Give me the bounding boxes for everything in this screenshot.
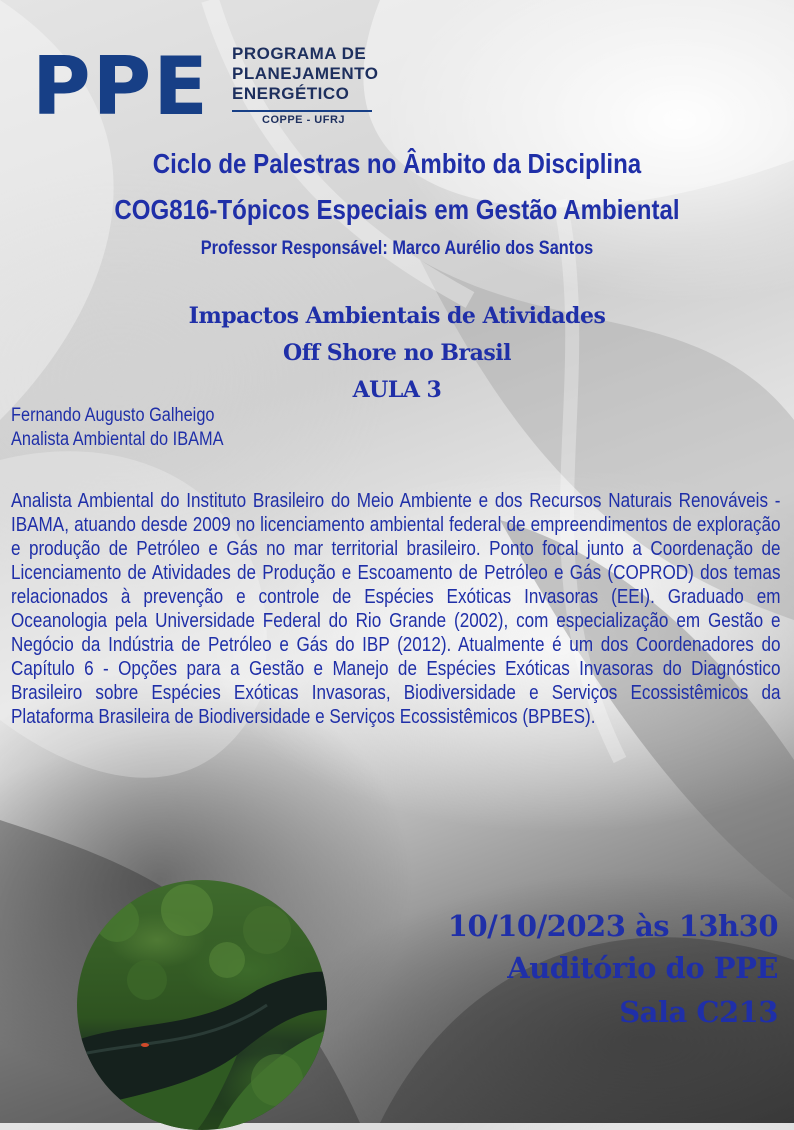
heading-line-1: Ciclo de Palestras no Âmbito da Disciplina xyxy=(152,148,642,179)
heading-line-2: COG816-Tópicos Especiais em Gestão Ambiental xyxy=(114,194,680,225)
logo-rule xyxy=(232,110,372,112)
logo-letters: PPE xyxy=(32,40,210,133)
logo-text xyxy=(232,44,378,104)
lecture-title-line-2: Off Shore no Brasil xyxy=(283,340,511,366)
logo-line-3: ENERGÉTICO xyxy=(232,84,350,103)
speaker-name: Fernando Augusto Galheigo xyxy=(11,405,215,426)
lecture-class: AULA 3 xyxy=(352,377,442,403)
speaker-role: Analista Ambiental do IBAMA xyxy=(11,429,224,450)
speaker-bio: Analista Ambiental do Instituto Brasileiro do Meio Ambiente e dos Recursos Naturais Renováveis - IBAMA, atuando desde 2009 no licenciamento ambiental federal de empreendimentos de exploração e produção de Petróleo e Gás no mar territorial brasileiro. Ponto focal junto a Coordenação de Licenciamento de Atividades de Produção e Escoamento de Petróleo e Gás (COPROD) dos temas relacionados à prevenção e controle de Espécies Exóticas Invasoras (EEI). Graduado em Oceanologia pela Universidade Federal do Rio Grande (2002), com especialização em Gestão e Negócio da Indústria de Petróleo e Gás do IBP (2012). Atualmente é um dos Coordenadores do Capítulo 6 - Opções para a Gestão e Manejo de Espécies Exóticas Invasoras do Diagnóstico Brasileiro sobre Espécies Exóticas Invasoras, Biodiversidade e Serviços Ecossistêmicos da Plataforma Brasileira de Biodiversidade e Serviços Ecossistêmicos (BPBES). xyxy=(11,490,781,728)
logo-subtitle: COPPE - UFRJ xyxy=(262,114,346,126)
logo-line-2: PLANEJAMENTO xyxy=(232,64,379,83)
lecture-title-line-1: Impactos Ambientais de Atividades xyxy=(188,303,606,329)
event-venue: Auditório do PPE xyxy=(507,951,778,985)
event-datetime: 10/10/2023 às 13h30 xyxy=(447,909,778,943)
event-room: Sala C213 xyxy=(619,995,778,1029)
professor-line: Professor Responsável: Marco Aurélio dos Santos xyxy=(200,238,594,259)
logo-line-1: PROGRAMA DE xyxy=(232,44,367,63)
ppe-logo xyxy=(32,40,379,133)
rainforest-river-photo xyxy=(77,880,327,1130)
